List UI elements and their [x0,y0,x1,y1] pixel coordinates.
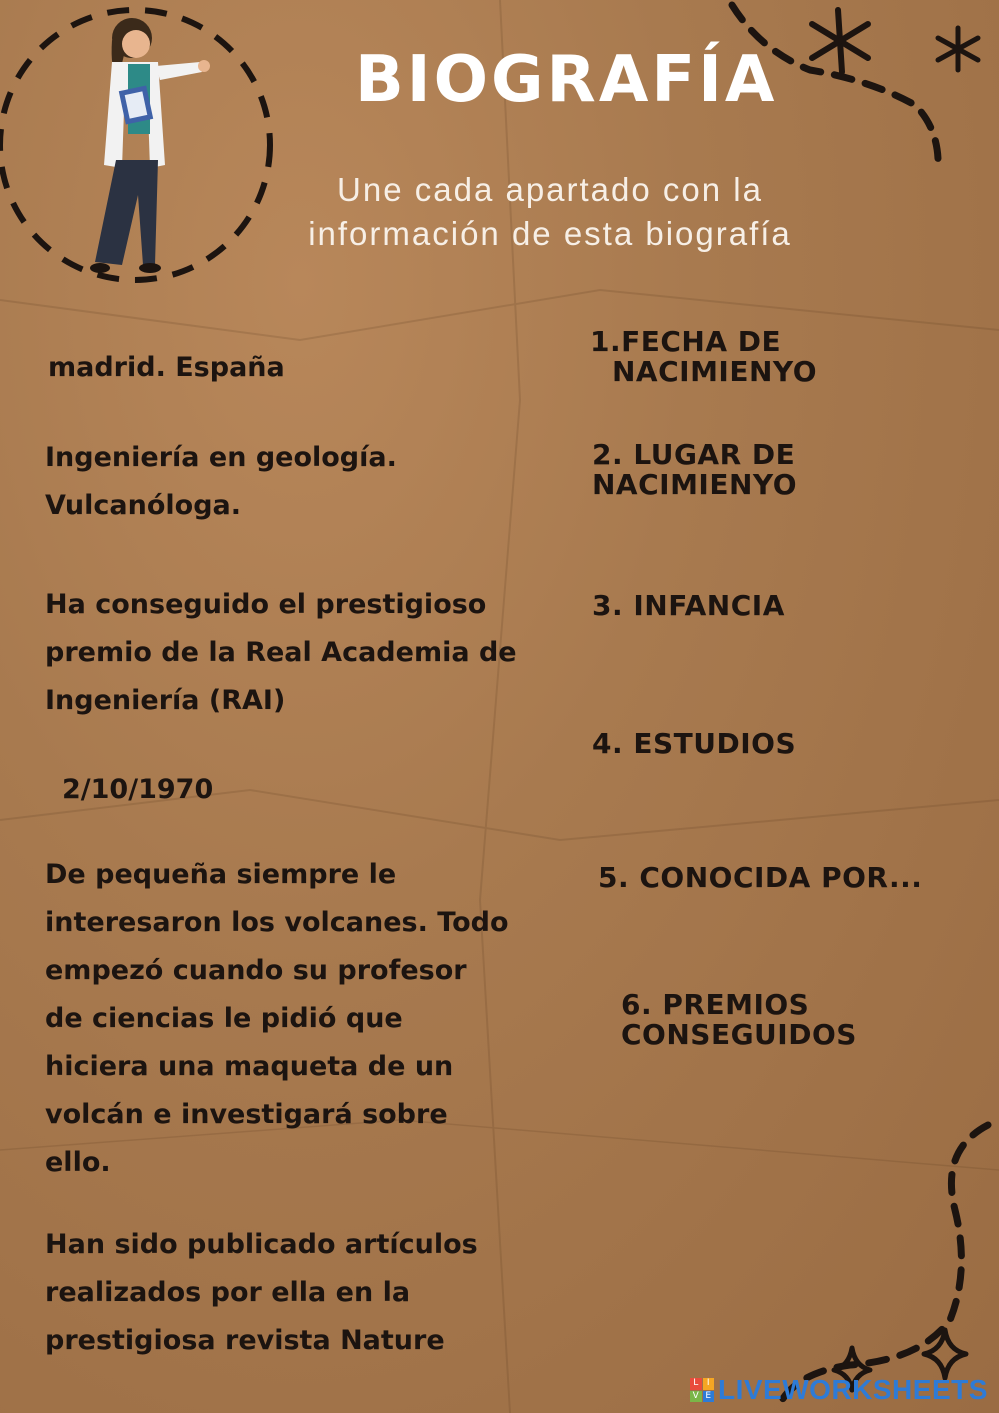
category-line: CONSEGUIDOS [621,1018,857,1051]
info-line: premio de la Real Academia de [45,637,517,668]
category-childhood[interactable] [592,591,785,621]
logo-letter: V [690,1391,702,1403]
info-item-childhood[interactable] [45,851,509,1187]
info-line: empezó cuando su profesor [45,955,467,986]
logo-letter: L [690,1378,702,1390]
category-birthplace[interactable] [592,440,797,500]
liveworksheets-logo [690,1378,714,1402]
info-line: hiciera una maqueta de un [45,1051,454,1082]
info-line: realizados por ella en la [45,1277,411,1308]
info-line: Ingeniería en geología. [45,442,397,473]
info-item-awards[interactable] [45,581,517,725]
category-awards[interactable] [621,990,857,1050]
category-line: 6. PREMIOS [621,988,810,1021]
instructions-line: información de esta biografía [308,215,792,252]
category-line: 5. CONOCIDA POR... [598,861,923,894]
instructions-line: Une cada apartado con la [337,171,763,208]
category-line: NACIMIENYO [592,468,797,501]
liveworksheets-brand[interactable] [690,1372,988,1408]
info-item-birthplace[interactable] [48,344,285,392]
info-line: Han sido publicado artículos [45,1229,478,1260]
info-line: madrid. España [48,352,285,383]
logo-letter: I [703,1378,715,1390]
info-line: Ingeniería (RAI) [45,685,286,716]
category-line: 3. INFANCIA [592,589,785,622]
info-line: ello. [45,1147,111,1178]
page-title: BIOGRAFÍA [355,43,778,117]
sparkle-icon [770,1120,999,1413]
info-line: 2/10/1970 [62,774,214,805]
category-birthdate[interactable] [590,327,817,387]
category-studies[interactable] [592,729,796,759]
info-item-studies[interactable] [45,434,397,530]
info-line: volcán e investigará sobre [45,1099,448,1130]
info-item-birthdate[interactable] [62,766,213,814]
scientist-illustration [0,0,290,300]
info-line: prestigiosa revista Nature [45,1325,445,1356]
category-line: 1.FECHA DE [590,325,782,358]
info-item-known-for[interactable] [45,1221,478,1365]
info-line: Ha conseguido el prestigioso [45,589,487,620]
category-known-for[interactable] [598,863,922,893]
category-line: 2. LUGAR DE [592,438,796,471]
info-line: de ciencias le pidió que [45,1003,403,1034]
category-line: NACIMIENYO [612,355,817,388]
logo-letter: E [703,1391,715,1403]
info-line: interesaron los volcanes. Todo [45,907,509,938]
info-line: Vulcanóloga. [45,490,242,521]
info-line: De pequeña siempre le [45,859,397,890]
category-line: 4. ESTUDIOS [592,727,797,760]
brand-name: LIVEWORKSHEETS [718,1374,988,1405]
instructions [250,168,850,256]
